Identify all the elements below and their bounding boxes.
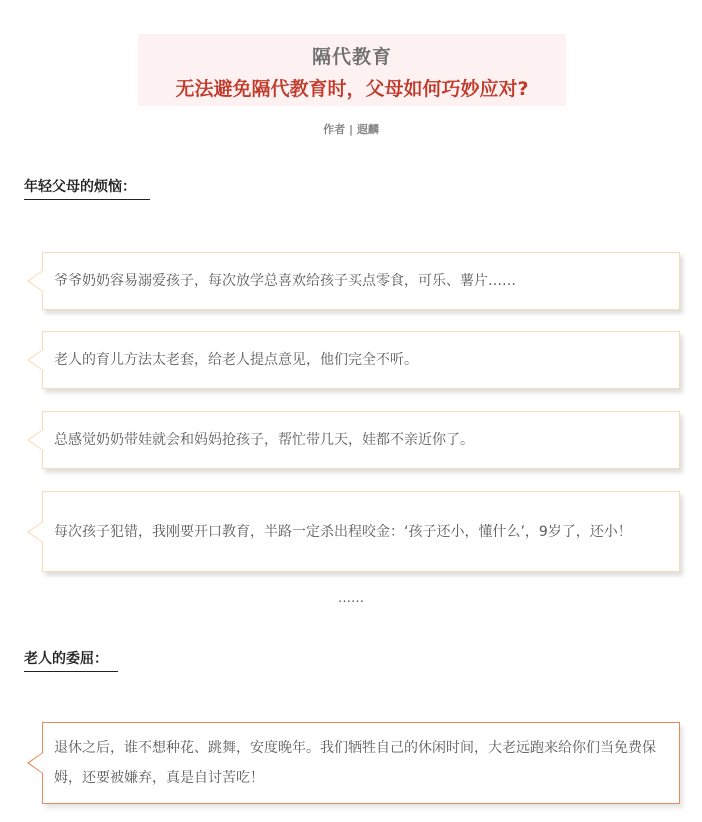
quote-card xyxy=(42,331,680,389)
quote-text: 总感觉奶奶带娃就会和妈妈抢孩子，帮忙带几天，娃都不亲近你了。 xyxy=(54,432,474,448)
article-topic: 隔代教育 xyxy=(311,46,392,68)
quote-card xyxy=(42,491,680,572)
ellipsis-separator: …… xyxy=(338,591,364,606)
article-header xyxy=(138,34,566,106)
section-heading-elders: 老人的委屈： xyxy=(24,648,118,672)
quote-text: 爷爷奶奶容易溺爱孩子，每次放学总喜欢给孩子买点零食，可乐、薯片…… xyxy=(54,273,516,289)
quote-text: 退休之后，谁不想种花、跳舞，安度晚年。我们牺牲自己的休闲时间，大老远跑来给你们当免费保姆，还要被嫌弃，真是自讨苦吃！ xyxy=(54,740,656,786)
speech-bubble-pointer xyxy=(27,429,43,451)
quote-card xyxy=(42,722,680,804)
author-byline: 作者 | 遐麟 xyxy=(323,123,379,136)
quote-text: 每次孩子犯错，我刚要开口教育，半路一定杀出程咬金：‘孩子还小，懂什么’，9岁了，还小！ xyxy=(54,523,632,540)
speech-bubble-pointer xyxy=(27,752,43,774)
quote-card xyxy=(42,411,680,469)
article-title: 无法避免隔代教育时，父母如何巧妙应对? xyxy=(175,78,529,100)
speech-bubble-pointer xyxy=(27,521,43,543)
speech-bubble-pointer xyxy=(27,349,43,371)
speech-bubble-pointer xyxy=(27,270,43,292)
quote-card xyxy=(42,252,680,310)
quote-text: 老人的育儿方法太老套，给老人提点意见，他们完全不听。 xyxy=(54,352,418,368)
section-heading-parents: 年轻父母的烦恼： xyxy=(24,176,150,200)
